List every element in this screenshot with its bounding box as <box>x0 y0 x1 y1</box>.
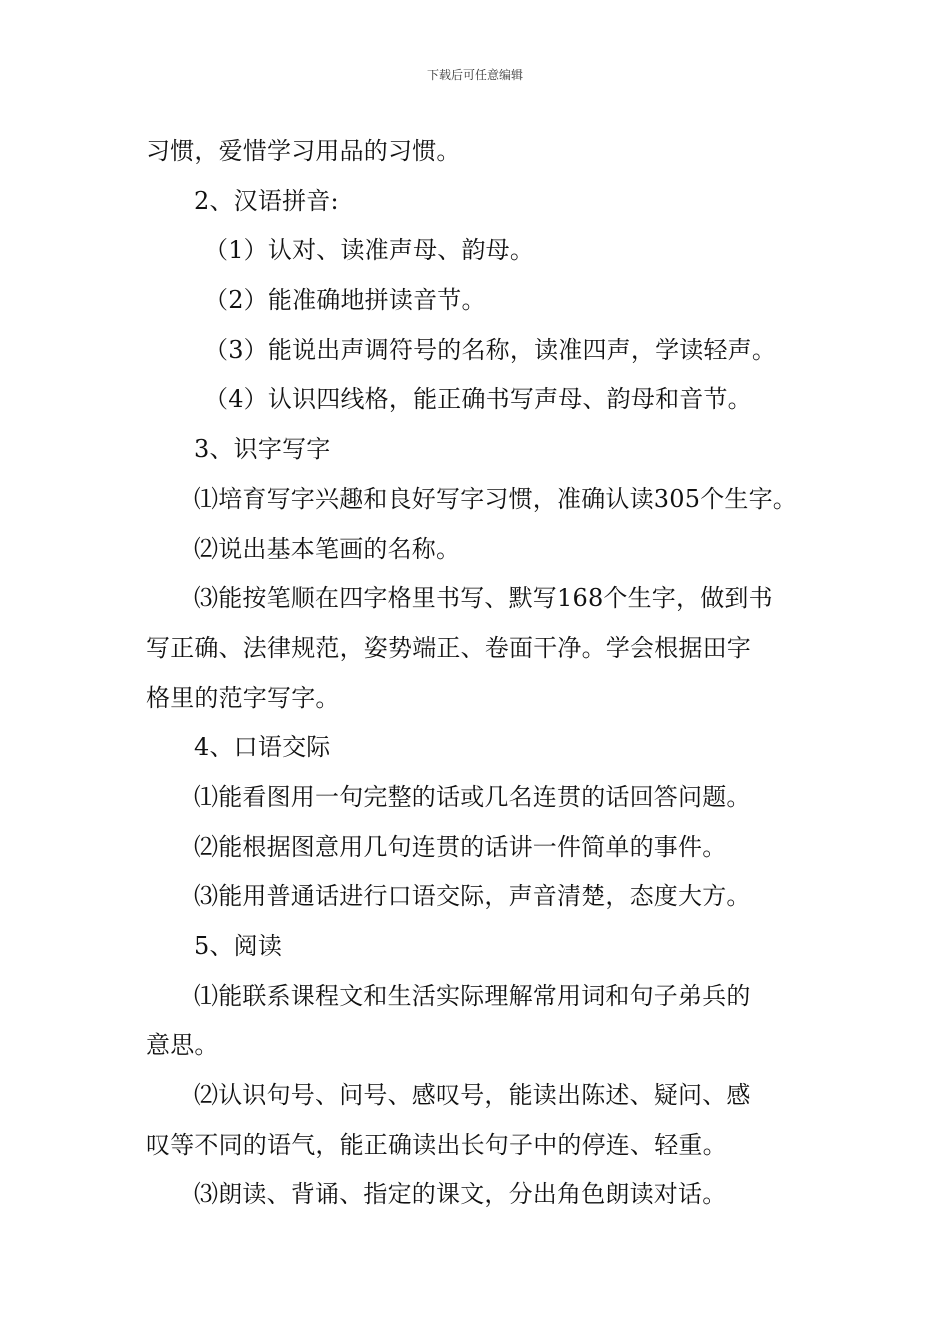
list-item: ⑶能按笔顺在四字格里书写、默写168个生字，做到书 <box>194 584 773 613</box>
list-item: ⑴培育写字兴趣和良好写字习惯，准确认读305个生字。 <box>194 484 798 513</box>
list-item: ⑴能联系课程文和生活实际理解常用词和句子弟兵的 <box>194 981 751 1010</box>
text-line: 格里的范字写字。 <box>146 683 340 712</box>
text-line: 写正确、法律规范，姿势端正、卷面干净。学会根据田字 <box>146 633 751 662</box>
page-header: 下载后可任意编辑 <box>426 68 523 82</box>
section-heading-pinyin: 2、汉语拼音: <box>194 186 339 215</box>
list-item: （2）能准确地拼读音节。 <box>204 286 486 315</box>
list-item: （3）能说出声调符号的名称，读准四声，学读轻声。 <box>204 335 777 364</box>
list-item: ⑶能用普通话进行口语交际，声音清楚，态度大方。 <box>194 882 751 911</box>
list-item: （4）认识四线格，能正确书写声母、韵母和音节。 <box>204 385 752 414</box>
list-item: ⑵认识句号、问号、感叹号，能读出陈述、疑问、感 <box>194 1081 751 1110</box>
section-heading-oral: 4、口语交际 <box>194 733 331 762</box>
text-line: 叹等不同的语气，能正确读出长句子中的停连、轻重。 <box>146 1130 727 1159</box>
section-heading-literacy: 3、识字写字 <box>194 435 331 464</box>
list-item: ⑶朗读、背诵、指定的课文，分出角色朗读对话。 <box>194 1180 727 1209</box>
list-item: （1）认对、读准声母、韵母。 <box>204 236 535 265</box>
text-line: 意思。 <box>146 1031 219 1060</box>
section-heading-reading: 5、阅读 <box>194 932 283 960</box>
list-item: ⑵能根据图意用几句连贯的话讲一件简单的事件。 <box>194 832 727 861</box>
list-item: ⑵说出基本笔画的名称。 <box>194 534 461 563</box>
document-body <box>146 127 836 1220</box>
text-line: 习惯，爱惜学习用品的习惯。 <box>146 137 461 165</box>
list-item: ⑴能看图用一句完整的话或几名连贯的话回答问题。 <box>194 782 751 811</box>
